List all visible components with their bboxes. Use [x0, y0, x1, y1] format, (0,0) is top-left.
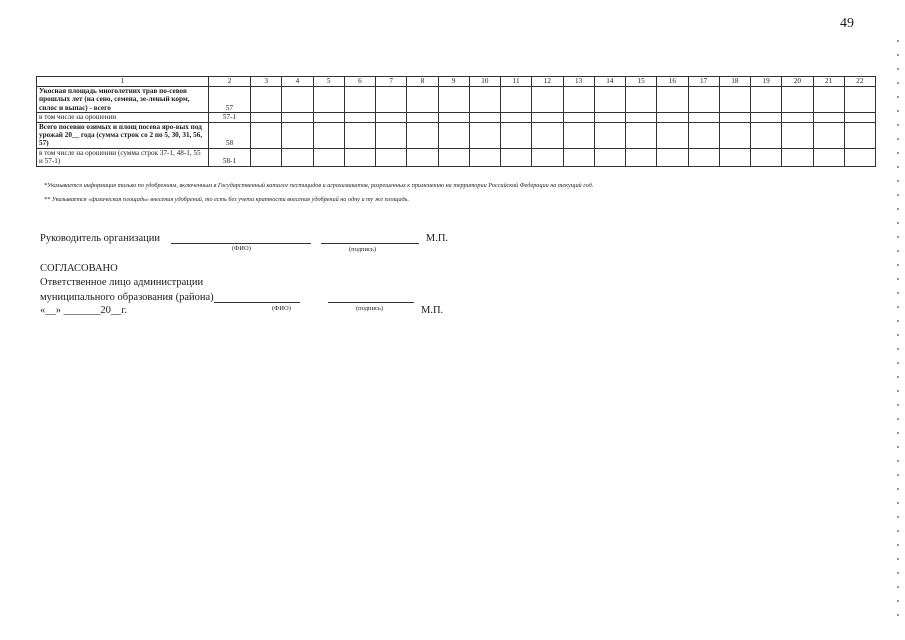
table-row [37, 148, 876, 166]
data-cell [282, 122, 313, 148]
data-cell [813, 87, 844, 113]
data-cell [563, 113, 594, 122]
data-cell [376, 113, 407, 122]
table-row [37, 87, 876, 113]
data-cell [344, 122, 375, 148]
table-row [37, 113, 876, 122]
data-cell [251, 113, 282, 122]
data-cell [751, 148, 782, 166]
column-header: 19 [751, 77, 782, 87]
responsible-row [40, 291, 414, 303]
page-edge-dashes [897, 40, 899, 620]
date-line: «__» _______20__г. [40, 305, 128, 316]
data-cell [251, 122, 282, 148]
data-cell [782, 87, 813, 113]
data-cell [407, 87, 438, 113]
data-cell [532, 122, 563, 148]
data-cell [626, 122, 657, 148]
column-header: 5 [313, 77, 344, 87]
data-cell [469, 148, 500, 166]
data-cell [344, 87, 375, 113]
data-cell [657, 122, 688, 148]
data-cell [282, 113, 313, 122]
resp-fio-line [214, 291, 300, 303]
column-header: 9 [438, 77, 469, 87]
column-header: 6 [344, 77, 375, 87]
column-header: 14 [594, 77, 625, 87]
table-body [37, 87, 876, 167]
data-cell [563, 148, 594, 166]
data-cell [719, 87, 750, 113]
data-cell [438, 122, 469, 148]
data-cell [688, 148, 719, 166]
head-fio-caption: (ФИО) [232, 245, 251, 252]
page-number: 49 [840, 16, 854, 31]
table-header-row [37, 77, 876, 87]
column-header: 21 [813, 77, 844, 87]
responsible-line-1: Ответственное лицо администрации [40, 277, 204, 288]
data-cell [407, 148, 438, 166]
agreed-title: СОГЛАСОВАНО [40, 263, 118, 274]
data-cell [313, 148, 344, 166]
data-cell [594, 87, 625, 113]
data-cell [626, 113, 657, 122]
column-header: 13 [563, 77, 594, 87]
row-code: 58-1 [209, 148, 251, 166]
data-cell [313, 87, 344, 113]
data-cell [719, 148, 750, 166]
column-header: 1 [37, 77, 209, 87]
data-cell [688, 122, 719, 148]
data-cell [407, 122, 438, 148]
head-podpis-caption: (подпись) [349, 246, 376, 253]
head-label: Руководитель организации [40, 233, 160, 244]
data-cell [313, 122, 344, 148]
data-cell [344, 148, 375, 166]
data-cell [751, 113, 782, 122]
data-cell [469, 87, 500, 113]
data-cell [438, 113, 469, 122]
row-code: 57-1 [209, 113, 251, 122]
data-cell [844, 148, 875, 166]
data-cell [626, 87, 657, 113]
column-header: 10 [469, 77, 500, 87]
column-header: 16 [657, 77, 688, 87]
data-cell [813, 122, 844, 148]
column-header: 4 [282, 77, 313, 87]
footnote-2: ** Указывается «физическая площадь» внесения удобрений, то есть без учета кратности внесения удобрений на одну и ту же площадь. [44, 196, 410, 203]
data-cell [313, 113, 344, 122]
data-cell [751, 87, 782, 113]
data-cell [563, 122, 594, 148]
data-cell [844, 87, 875, 113]
table-row [37, 122, 876, 148]
column-header: 17 [688, 77, 719, 87]
data-cell [719, 122, 750, 148]
data-cell [438, 148, 469, 166]
data-cell [813, 148, 844, 166]
data-cell [532, 113, 563, 122]
data-cell [782, 122, 813, 148]
data-cell [782, 148, 813, 166]
column-header: 20 [782, 77, 813, 87]
data-cell [376, 122, 407, 148]
column-header: 3 [251, 77, 282, 87]
data-cell [501, 113, 532, 122]
column-header: 12 [532, 77, 563, 87]
resp-signature-line [328, 291, 414, 303]
data-cell [376, 87, 407, 113]
data-cell [594, 113, 625, 122]
data-cell [813, 113, 844, 122]
report-table-container [36, 76, 876, 167]
data-cell [532, 148, 563, 166]
row-label: Укосная площадь многолетних трав по-севов прошлых лет (на сено, семена, зе-леный корм, силос и выпас) - всего [37, 87, 209, 113]
data-cell [657, 113, 688, 122]
column-header: 22 [844, 77, 875, 87]
data-cell [282, 87, 313, 113]
data-cell [376, 148, 407, 166]
row-code: 58 [209, 122, 251, 148]
head-fio-line [171, 232, 311, 244]
head-signature-row [40, 232, 448, 244]
data-cell [469, 122, 500, 148]
row-code: 57 [209, 87, 251, 113]
data-cell [251, 87, 282, 113]
data-cell [501, 87, 532, 113]
data-cell [657, 148, 688, 166]
data-cell [282, 148, 313, 166]
column-header: 15 [626, 77, 657, 87]
column-header: 18 [719, 77, 750, 87]
row-label: в том числе на орошении (сумма строк 37-1, 48-1, 55 и 57-1) [37, 148, 209, 166]
resp-fio-caption: (ФИО) [272, 305, 291, 312]
data-cell [719, 113, 750, 122]
data-cell [532, 87, 563, 113]
data-cell [751, 122, 782, 148]
data-cell [594, 122, 625, 148]
resp-mp: М.П. [421, 305, 444, 316]
data-cell [844, 113, 875, 122]
data-cell [688, 87, 719, 113]
head-mp: М.П. [425, 233, 449, 244]
data-cell [594, 148, 625, 166]
data-cell [626, 148, 657, 166]
column-header: 11 [501, 77, 532, 87]
data-cell [501, 122, 532, 148]
data-cell [469, 113, 500, 122]
data-cell [563, 87, 594, 113]
data-cell [782, 113, 813, 122]
data-cell [844, 122, 875, 148]
footnote-1: *Указывается информация только по удобрениям, включенным в Государственный каталог пестицидов и агрохимикатов, разрешенных к применению на территории Российской Федерации на текущий год. [44, 182, 594, 189]
column-header: 2 [209, 77, 251, 87]
data-cell [438, 87, 469, 113]
column-header: 7 [376, 77, 407, 87]
head-signature-line [321, 232, 419, 244]
data-cell [688, 113, 719, 122]
report-table [36, 76, 876, 167]
row-label: Всего посевно озимых и площ посева яро-вых под урожай 20__ года (сумма строк со 2 по 5, 30, 31, 56, 57) [37, 122, 209, 148]
data-cell [251, 148, 282, 166]
data-cell [657, 87, 688, 113]
data-cell [501, 148, 532, 166]
row-label: в том числе на орошении [37, 113, 209, 122]
data-cell [407, 113, 438, 122]
resp-podpis-caption: (подпись) [356, 305, 383, 312]
responsible-line-2: муниципального образования (района) [40, 292, 214, 303]
data-cell [344, 113, 375, 122]
column-header: 8 [407, 77, 438, 87]
